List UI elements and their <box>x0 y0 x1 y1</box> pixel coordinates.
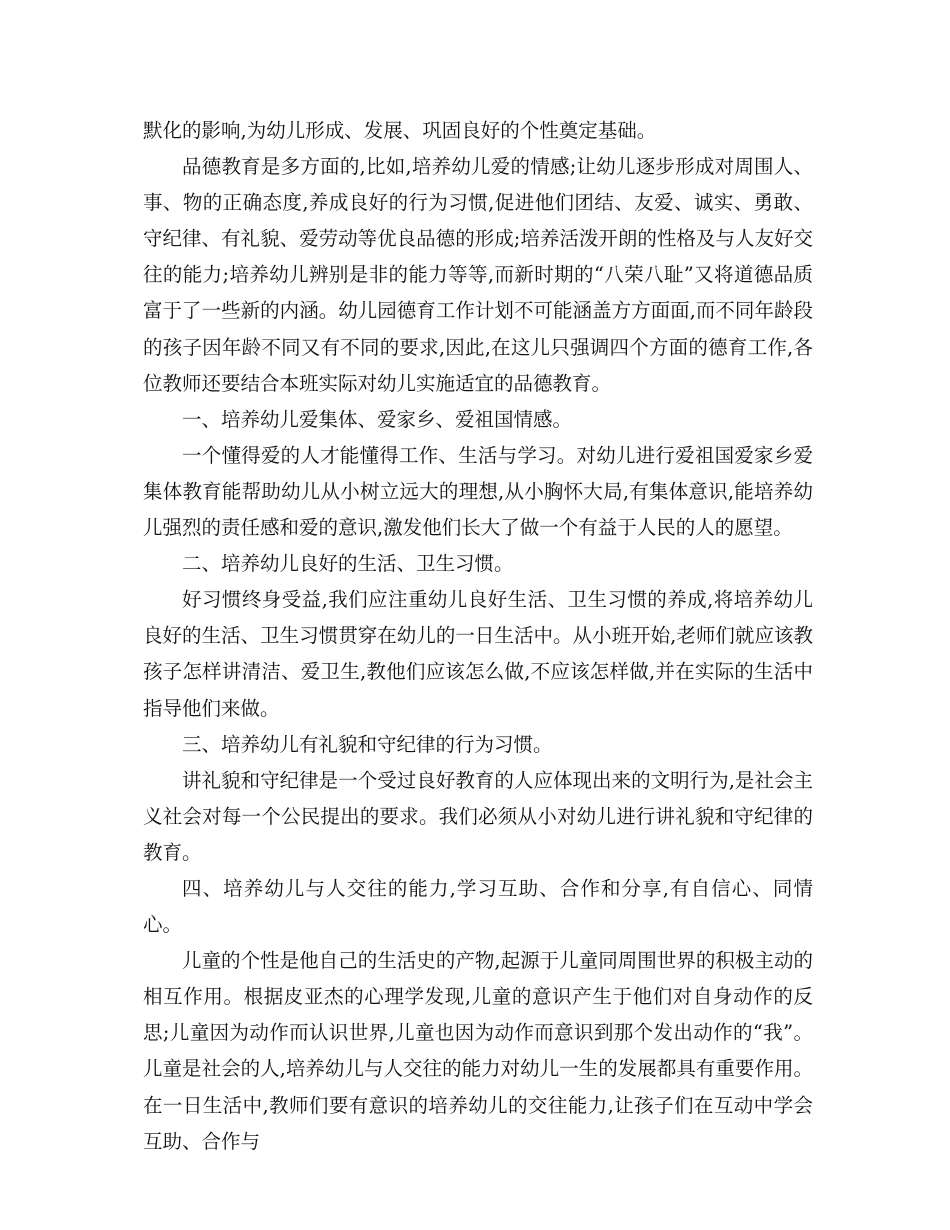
paragraph-continuation: 默化的影响,为幼儿形成、发展、巩固良好的个性奠定基础。 <box>143 119 657 142</box>
paragraph-section-2: 好习惯终身受益,我们应注重幼儿良好生活、卫生习惯的养成,将培养幼儿良好的生活、卫生习惯贯穿在幼儿的一日生活中。从小班开始,老师们就应该教孩子怎样讲清洁、爱卫生,教他们应该怎么做,不应该怎样做,并在实际的生活中指导他们来做。 <box>143 588 813 720</box>
section-heading-4: 四、培养幼儿与人交往的能力,学习互助、合作和分享,有自信心、同情心。 <box>143 876 813 937</box>
document-body <box>143 113 813 1160</box>
section-heading-2: 二、培养幼儿良好的生活、卫生习惯。 <box>182 552 514 576</box>
paragraph-section-4: 儿童的个性是他自己的生活史的产物,起源于儿童同周围世界的积极主动的相互作用。根据皮亚杰的心理学发现,儿童的意识产生于他们对自身动作的反思;儿童因为动作而认识世界,儿童也因为动作而意识到那个发出动作的“我”。儿童是社会的人,培养幼儿与人交往的能力对幼儿一生的发展都具有重要作用。在一日生活中,教师们要有意识的培养幼儿的交往能力,让孩子们在互动中学会互助、合作与 <box>143 949 813 1153</box>
section-heading-3: 三、培养幼儿有礼貌和守纪律的行为习惯。 <box>182 732 553 756</box>
paragraph-section-1: 一个懂得爱的人才能懂得工作、生活与学习。对幼儿进行爱祖国爱家乡爱集体教育能帮助幼儿从小树立远大的理想,从小胸怀大局,有集体意识,能培养幼儿强烈的责任感和爱的意识,激发他们长大了做一个有益于人民的人的愿望。 <box>143 443 813 540</box>
section-heading-1: 一、培养幼儿爱集体、爱家乡、爱祖国情感。 <box>182 407 573 431</box>
paragraph-section-3: 讲礼貌和守纪律是一个受过良好教育的人应体现出来的文明行为,是社会主义社会对每一个公民提出的要求。我们必须从小对幼儿进行讲礼貌和守纪律的教育。 <box>143 768 813 864</box>
paragraph-moral-education-overview: 品德教育是多方面的,比如,培养幼儿爱的情感;让幼儿逐步形成对周围人、事、物的正确态度,养成良好的行为习惯,促进他们团结、友爱、诚实、勇敢、守纪律、有礼貌、爱劳动等优良品德的形成;培养活泼开朗的性格及与人友好交往的能力;培养幼儿辨别是非的能力等等,而新时期的“八荣八耻”又将道德品质富于了一些新的内涵。幼儿园德育工作计划不可能涵盖方方面面,而不同年龄段的孩子因年龄不同又有不同的要求,因此,在这儿只强调四个方面的德育工作,各位教师还要结合本班实际对幼儿实施适宜的品德教育。 <box>143 155 813 395</box>
